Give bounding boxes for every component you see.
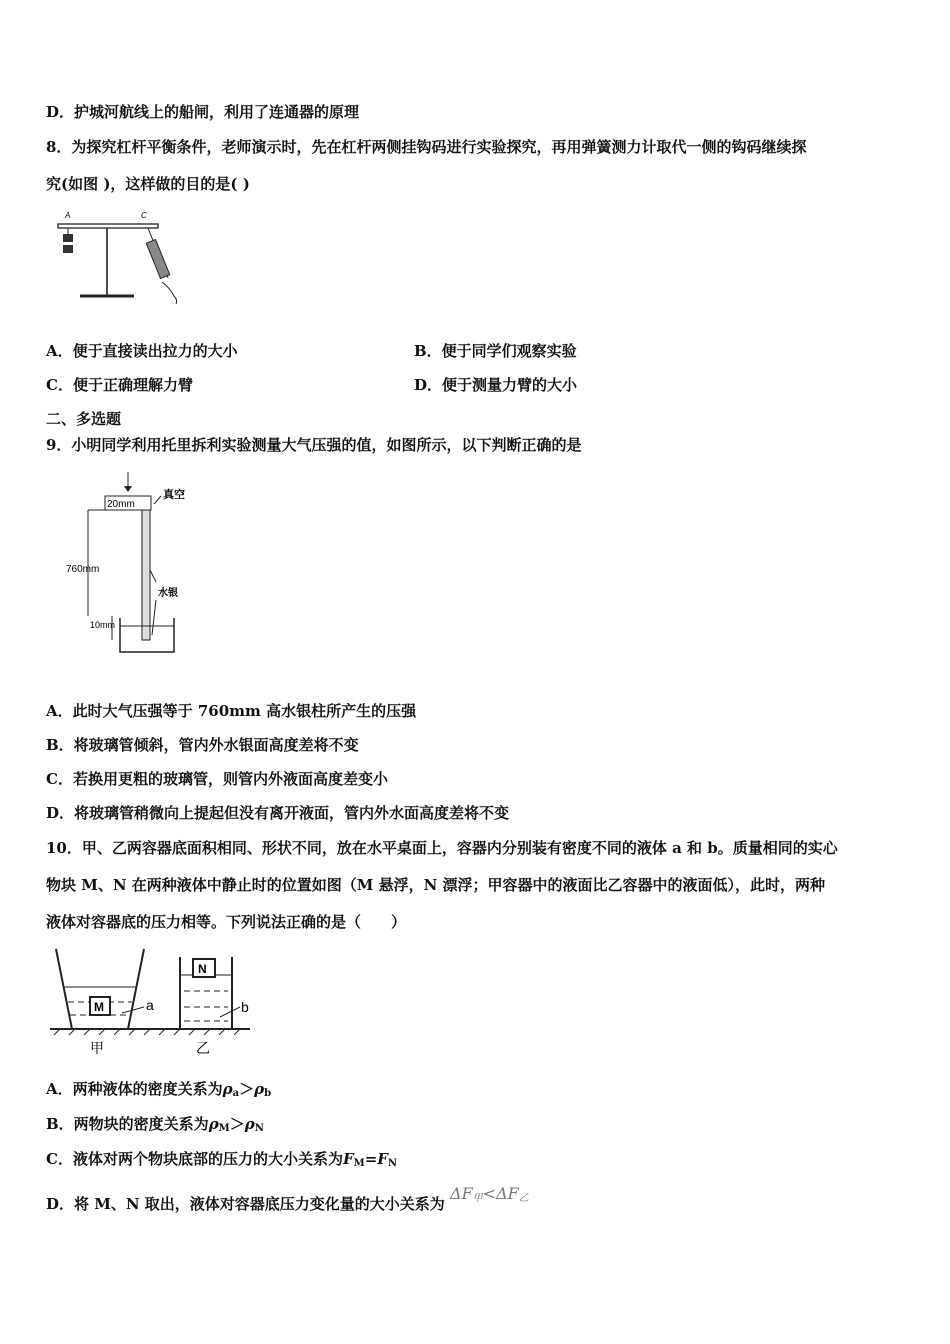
label-b: b: [241, 999, 249, 1015]
lever-bar: [58, 224, 158, 228]
q9-stem: 9．小明同学利用托里拆利实验测量大气压强的值，如图所示，以下判断正确的是: [46, 436, 582, 454]
q10-option-d: D．将 M、N 取出，液体对容器底压力变化量的大小关系为 $\Delta F_甲<\Delta F_乙$: [46, 1184, 529, 1213]
lever-label-a: A: [65, 211, 71, 220]
q10-option-b: B．两物块的密度关系为$\rho_M>\rho_N$: [46, 1115, 264, 1134]
q9-option-c: C．若换用更粗的玻璃管，则管内外液面高度差变小: [46, 770, 388, 788]
lever-figure: [40, 208, 200, 308]
pointer-b: [220, 1007, 240, 1017]
q9-option-d: D．将玻璃管稍微向上提起但没有离开液面，管内外水面高度差将不变: [46, 804, 510, 822]
vacuum-pointer: [154, 496, 161, 504]
label-vacuum: 真空: [163, 489, 185, 501]
label-yi: 乙: [196, 1040, 210, 1056]
container-jia: [56, 949, 144, 1029]
label-mercury: 水银: [158, 588, 178, 599]
label-jia: 甲: [90, 1040, 104, 1056]
hand: [162, 282, 177, 304]
glass-tube: [142, 510, 150, 640]
q8-option-b: B．便于同学们观察实验: [414, 342, 577, 360]
section-title: 二、多选题: [46, 410, 122, 428]
q7-option-d: D．护城河航线上的船闸，利用了连通器的原理: [46, 103, 360, 121]
q8-option-d: D．便于测量力臂的大小: [414, 376, 578, 394]
q10-option-c: C．液体对两个物块底部的压力的大小关系为$F_M=F_N$: [46, 1150, 398, 1169]
spring-scale: [146, 240, 170, 279]
q8-stem-line1: 8．为探究杠杆平衡条件，老师演示时，先在杠杆两侧挂钩码进行实验探究，再用弹簧测力计取代一侧的钩码继续探: [46, 138, 807, 156]
label-20mm: 20mm: [107, 499, 135, 510]
q9-option-a: A．此时大气压强等于 760mm 高水银柱所产生的压强: [46, 702, 417, 720]
q10-option-d-relation: $\Delta F_甲<\Delta F_乙$: [450, 1184, 529, 1204]
q10-stem-line3: 液体对容器底的压力相等。下列说法正确的是（ ）: [46, 913, 407, 931]
q8-stem-line2: 究(如图 )，这样做的目的是( ): [46, 175, 250, 193]
q9-option-b: B．将玻璃管倾斜，管内外水银面高度差将不变: [46, 736, 359, 754]
lever-label-c: C: [141, 211, 147, 220]
label-m: M: [94, 1000, 104, 1014]
q8-option-a: A．便于直接读出拉力的大小: [46, 342, 238, 360]
q8-option-c: C．便于正确理解力臂: [46, 376, 193, 394]
arrow-head-top: [124, 486, 132, 492]
weight-1: [63, 234, 73, 242]
label-10mm: 10mm: [90, 620, 116, 630]
label-760mm: 760mm: [66, 564, 100, 575]
label-a: a: [146, 997, 154, 1013]
label-n: N: [198, 962, 207, 976]
q10-stem-line2: 物块 M、N 在两种液体中静止时的位置如图（M 悬浮，N 漂浮；甲容器中的液面比乙容器中的液面低），此时，两种: [46, 876, 826, 894]
mercury-pointer-2: [152, 600, 156, 635]
containers-figure: [50, 947, 260, 1062]
weight-2: [63, 245, 73, 253]
q10-option-a: A．两种液体的密度关系为$\rho_a>\rho_b$: [46, 1080, 272, 1099]
mercury-pointer: [150, 570, 156, 582]
torricelli-figure: [60, 470, 200, 660]
q10-stem-line1: 10．甲、乙两容器底面积相同、形状不同，放在水平桌面上，容器内分别装有密度不同的液体 a 和 b。质量相同的实心: [46, 839, 838, 857]
